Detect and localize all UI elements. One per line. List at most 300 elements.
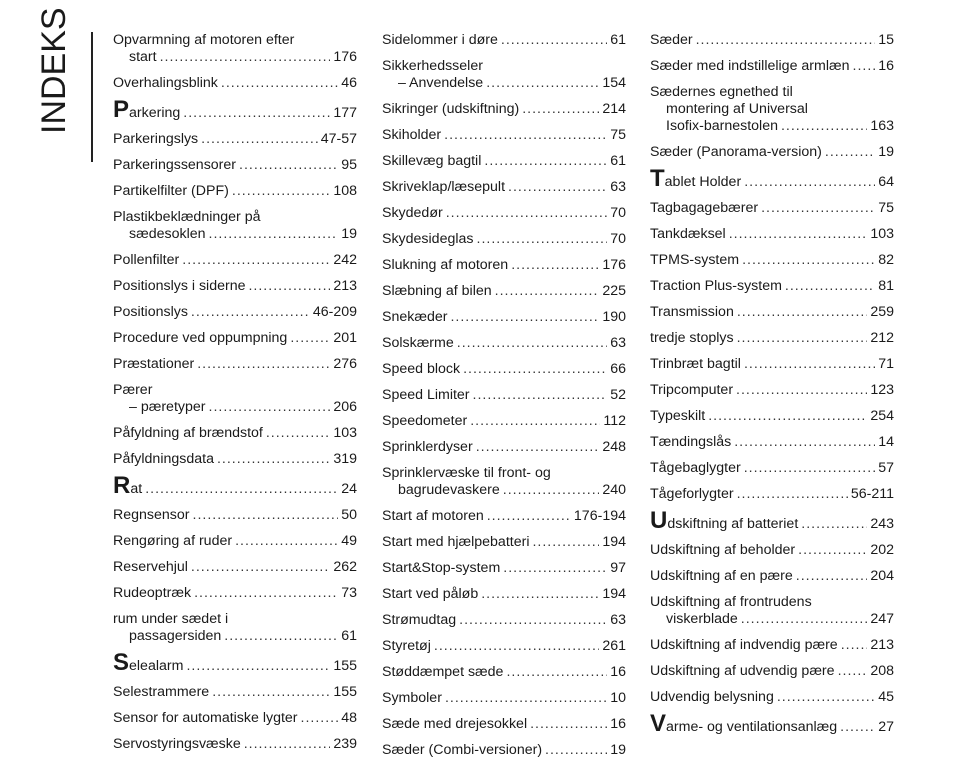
section-letter: P xyxy=(113,96,130,123)
dot-leader xyxy=(761,200,875,217)
index-entry-text: Tripcomputer xyxy=(650,382,734,398)
index-column-2 xyxy=(382,32,626,768)
index-entry-text: Positionslys i siderne xyxy=(113,278,246,294)
dot-leader xyxy=(209,226,339,243)
index-entry-row xyxy=(382,127,626,144)
dot-leader xyxy=(481,586,599,603)
index-entry xyxy=(113,559,357,576)
dot-leader xyxy=(487,508,571,525)
index-entry-text: Traction Plus-system xyxy=(650,278,782,294)
index-entry-row xyxy=(650,486,894,503)
index-entry xyxy=(650,434,894,451)
index-entry xyxy=(382,309,626,326)
index-entry-row xyxy=(382,205,626,222)
index-entry-text: Transmission xyxy=(650,304,734,320)
page-number: 190 xyxy=(602,309,626,325)
page-number: 46-209 xyxy=(312,304,357,320)
index-entry-row xyxy=(650,32,894,49)
dot-leader xyxy=(737,304,867,321)
index-entry xyxy=(650,226,894,243)
dot-leader xyxy=(734,434,875,451)
index-entry-text: Symboler xyxy=(382,690,442,706)
index-entry-text: viskerblade xyxy=(666,611,738,627)
index-entry-row xyxy=(113,451,357,468)
index-entry-line: Sikkerhedsseler xyxy=(382,58,483,74)
page-number: 247 xyxy=(870,611,894,627)
index-entry xyxy=(113,96,357,123)
index-entry-row xyxy=(650,200,894,217)
page-number: 155 xyxy=(333,658,357,674)
index-entry xyxy=(650,486,894,503)
index-entry xyxy=(382,560,626,577)
page-number: 202 xyxy=(870,542,894,558)
page-number: 50 xyxy=(341,507,357,523)
dot-leader xyxy=(736,382,867,399)
index-entry-line: rum under sædet i xyxy=(113,611,229,627)
page-number: 70 xyxy=(610,231,626,247)
dot-leader xyxy=(201,131,318,148)
index-entry-text: Positionslys xyxy=(113,304,188,320)
index-entry-row xyxy=(113,710,357,727)
dot-leader xyxy=(248,278,330,295)
index-entry-row xyxy=(382,335,626,352)
page-number: 56-211 xyxy=(850,486,894,502)
index-entry-row xyxy=(113,330,357,347)
page-number: 61 xyxy=(610,32,626,48)
page-number: 206 xyxy=(333,399,357,415)
page-number: 61 xyxy=(610,153,626,169)
index-entry xyxy=(650,382,894,399)
index-entry-text: Rengøring af ruder xyxy=(113,533,233,549)
index-entry-row xyxy=(650,226,894,243)
dot-leader xyxy=(445,690,607,707)
index-entry xyxy=(382,508,626,525)
index-entry xyxy=(382,439,626,456)
index-entry xyxy=(382,534,626,551)
index-entry xyxy=(382,465,626,499)
dot-leader xyxy=(217,451,330,468)
index-entry-row xyxy=(382,153,626,170)
dot-leader xyxy=(450,309,599,326)
index-entry-row xyxy=(650,408,894,425)
dot-leader xyxy=(741,611,868,628)
index-entry xyxy=(650,663,894,680)
index-entry xyxy=(113,330,357,347)
index-entry-text: Regnsensor xyxy=(113,507,190,523)
dot-leader xyxy=(193,507,339,524)
index-entry-text: Styretøj xyxy=(382,638,431,654)
index-entry xyxy=(113,611,357,645)
page-number: 225 xyxy=(602,283,626,299)
index-entry xyxy=(113,304,357,321)
index-entry-text: Isofix-barnestolen xyxy=(666,118,778,134)
index-entry xyxy=(650,32,894,49)
index-entry-row xyxy=(650,460,894,477)
page-number: 112 xyxy=(603,413,626,429)
page-number: 81 xyxy=(878,278,894,294)
dot-leader xyxy=(841,637,868,654)
dot-leader xyxy=(777,689,875,706)
index-entry-text: – Anvendelse xyxy=(398,75,484,91)
index-entry-row xyxy=(650,542,894,559)
index-entry xyxy=(382,387,626,404)
page-number: 155 xyxy=(333,684,357,700)
dot-leader xyxy=(503,482,600,499)
index-entry-row xyxy=(650,165,894,192)
index-entry-row xyxy=(382,257,626,274)
index-entry-text: Trinbræt bagtil xyxy=(650,356,741,372)
index-entry-row xyxy=(113,96,357,123)
index-entry xyxy=(650,252,894,269)
index-entry-row xyxy=(113,131,357,148)
page-number: 123 xyxy=(870,382,894,398)
index-entry-row xyxy=(382,387,626,404)
dot-leader xyxy=(477,231,608,248)
index-entry-row xyxy=(113,183,357,200)
index-entry xyxy=(113,183,357,200)
index-entry-text: Sæde med drejesokkel xyxy=(382,716,528,732)
page-number: 15 xyxy=(878,32,894,48)
page-number: 194 xyxy=(602,534,626,550)
page-number: 176 xyxy=(333,49,357,65)
page-number: 64 xyxy=(878,174,894,190)
index-entry xyxy=(113,425,357,442)
index-entry-row xyxy=(113,75,357,92)
dot-leader xyxy=(729,226,868,243)
index-entry-text: Partikelfilter (DPF) xyxy=(113,183,229,199)
index-entry-line: Plastikbeklædninger på xyxy=(113,209,261,225)
index-entry xyxy=(382,101,626,118)
dot-leader xyxy=(476,439,600,456)
index-entry xyxy=(650,507,894,534)
index-entry-text: Speedometer xyxy=(382,413,468,429)
dot-leader xyxy=(301,710,339,727)
index-entry-text: Snekæder xyxy=(382,309,448,325)
dot-leader xyxy=(737,330,868,347)
index-entry-text: Skydedør xyxy=(382,205,443,221)
page-number: 57 xyxy=(878,460,894,476)
index-entry-row xyxy=(113,157,357,174)
index-entry xyxy=(382,283,626,300)
dot-leader xyxy=(744,356,875,373)
index-entry-text: Sæder (Panorama-version) xyxy=(650,144,822,160)
dot-leader xyxy=(503,560,607,577)
index-entry-line: montering af Universal xyxy=(666,101,808,117)
dot-leader xyxy=(244,736,331,753)
dot-leader xyxy=(744,174,875,191)
page-number: 95 xyxy=(341,157,357,173)
dot-leader xyxy=(708,408,867,425)
section-letter: V xyxy=(650,710,667,737)
dot-leader xyxy=(446,205,608,222)
page-number: 204 xyxy=(870,568,894,584)
index-entry xyxy=(113,278,357,295)
page-number: 16 xyxy=(610,664,626,680)
index-entry xyxy=(113,585,357,602)
index-entry-text: Pollenfilter xyxy=(113,252,180,268)
page-number: 75 xyxy=(610,127,626,143)
index-entry-text: Typeskilt xyxy=(650,408,706,424)
dot-leader xyxy=(434,638,599,655)
dot-leader xyxy=(194,585,338,602)
index-entry-text: Parkeringslys xyxy=(113,131,199,147)
side-rule xyxy=(91,32,93,162)
dot-leader xyxy=(838,663,868,680)
index-entry-text: dskiftning af batteriet xyxy=(667,516,799,532)
dot-leader xyxy=(495,283,600,300)
dot-leader xyxy=(183,105,330,122)
index-entry-text: Udskiftning af indvendig pære xyxy=(650,637,838,653)
index-entry xyxy=(650,594,894,628)
index-entry-line: Sprinklervæske til front- og xyxy=(382,465,551,481)
index-entry-row xyxy=(650,507,894,534)
dot-leader xyxy=(182,252,330,269)
index-entry xyxy=(382,638,626,655)
index-entry xyxy=(113,533,357,550)
page-number: 63 xyxy=(610,612,626,628)
dot-leader xyxy=(532,534,599,551)
side-label: INDEKS xyxy=(35,7,73,134)
page-number: 47-57 xyxy=(320,131,357,147)
page-number: 49 xyxy=(341,533,357,549)
index-entry-text: Sæder xyxy=(650,32,693,48)
page-number: 239 xyxy=(333,736,357,752)
index-entry xyxy=(382,742,626,759)
page-number: 16 xyxy=(878,58,894,74)
index-entry-row xyxy=(382,716,626,733)
index-entry-text: Udvendig belysning xyxy=(650,689,774,705)
index-entry-text: sædesoklen xyxy=(129,226,206,242)
index-entry-text: Skillevæg bagtil xyxy=(382,153,482,169)
index-entry-row xyxy=(113,226,357,243)
index-entry-text: elealarm xyxy=(129,658,184,674)
index-entry xyxy=(650,356,894,373)
index-entry-text: Udskiftning af en pære xyxy=(650,568,793,584)
index-entry-text: Sprinklerdyser xyxy=(382,439,473,455)
index-entry-text: Procedure ved oppumpning xyxy=(113,330,288,346)
index-entry-row xyxy=(113,252,357,269)
page-number: 24 xyxy=(341,481,357,497)
index-entry-row xyxy=(113,399,357,416)
index-entry xyxy=(113,736,357,753)
index-entry-row xyxy=(650,356,894,373)
index-column-1 xyxy=(113,32,357,762)
page-number: 261 xyxy=(602,638,626,654)
index-entry-text: Sidelommer i døre xyxy=(382,32,498,48)
dot-leader xyxy=(840,719,875,736)
index-entry-text: Tankdæksel xyxy=(650,226,726,242)
index-entry xyxy=(650,637,894,654)
index-entry-text: Sæder (Combi-versioner) xyxy=(382,742,543,758)
index-entry-row xyxy=(650,118,894,135)
page-number: 61 xyxy=(341,628,357,644)
page-number: 213 xyxy=(870,637,894,653)
index-entry-text: Tagbagagebærer xyxy=(650,200,759,216)
dot-leader xyxy=(801,516,867,533)
index-entry xyxy=(650,542,894,559)
index-entry-row xyxy=(650,58,894,75)
dot-leader xyxy=(781,118,867,135)
index-entry-row xyxy=(650,434,894,451)
section-letter: R xyxy=(113,472,131,499)
page-number: 66 xyxy=(610,361,626,377)
index-entry xyxy=(650,278,894,295)
page-number: 176 xyxy=(602,257,626,273)
dot-leader xyxy=(798,542,867,559)
dot-leader xyxy=(160,49,331,66)
page-number: 319 xyxy=(333,451,357,467)
index-entry-row xyxy=(382,638,626,655)
index-entry-row xyxy=(382,101,626,118)
page-number: 19 xyxy=(341,226,357,242)
index-entry-text: Overhalingsblink xyxy=(113,75,218,91)
index-entry-row xyxy=(382,283,626,300)
page-number: 27 xyxy=(878,719,894,735)
index-entry-row xyxy=(113,585,357,602)
index-entry-row xyxy=(382,179,626,196)
page-number: 19 xyxy=(878,144,894,160)
index-entry-row xyxy=(650,144,894,161)
index-entry-line: Opvarmning af motoren efter xyxy=(113,32,295,48)
index-entry xyxy=(382,413,626,430)
dot-leader xyxy=(290,330,330,347)
index-entry xyxy=(382,257,626,274)
index-entry-row xyxy=(382,32,626,49)
page-number: 97 xyxy=(610,560,626,576)
dot-leader xyxy=(785,278,875,295)
dot-leader xyxy=(511,257,599,274)
index-entry xyxy=(650,710,894,737)
index-entry-text: Speed block xyxy=(382,361,461,377)
index-entry-text: passagersiden xyxy=(129,628,222,644)
index-entry-row xyxy=(113,304,357,321)
page-number: 243 xyxy=(870,516,894,532)
index-entry-row xyxy=(650,663,894,680)
page-number: 14 xyxy=(878,434,894,450)
page-number: 177 xyxy=(333,105,357,121)
index-entry-text: Servostyringsvæske xyxy=(113,736,241,752)
index-entry-text: Skydesideglas xyxy=(382,231,474,247)
index-entry-line: Sædernes egnethed til xyxy=(650,84,793,100)
index-column-3 xyxy=(650,32,894,745)
dot-leader xyxy=(522,101,599,118)
page-number: 262 xyxy=(333,559,357,575)
index-entry xyxy=(113,472,357,499)
page-number: 52 xyxy=(610,387,626,403)
index-entry-text: Start ved påløb xyxy=(382,586,479,602)
index-entry xyxy=(113,649,357,676)
index-entry-row xyxy=(382,612,626,629)
dot-leader xyxy=(232,183,330,200)
index-entry xyxy=(650,58,894,75)
index-entry-row xyxy=(650,382,894,399)
index-entry-row xyxy=(113,425,357,442)
index-entry-row xyxy=(650,689,894,706)
index-entry-row xyxy=(113,649,357,676)
index-entry-row xyxy=(113,736,357,753)
index-entry-row xyxy=(113,507,357,524)
dot-leader xyxy=(191,559,330,576)
index-entry-text: Reservehjul xyxy=(113,559,188,575)
index-entry-text: Start&Stop-system xyxy=(382,560,501,576)
index-entry-text: Tågeforlygter xyxy=(650,486,734,502)
index-entry-row xyxy=(113,278,357,295)
index-entry-row xyxy=(382,75,626,92)
page-number: 259 xyxy=(870,304,894,320)
index-entry-text: Skiholder xyxy=(382,127,442,143)
dot-leader xyxy=(197,356,330,373)
index-entry-text: Strømudtag xyxy=(382,612,457,628)
index-entry xyxy=(113,507,357,524)
page-number: 10 xyxy=(610,690,626,706)
section-letter: U xyxy=(650,507,668,534)
page-number: 70 xyxy=(610,205,626,221)
page-number: 208 xyxy=(870,663,894,679)
page-number: 213 xyxy=(333,278,357,294)
index-entry-row xyxy=(650,637,894,654)
page-number: 45 xyxy=(878,689,894,705)
index-entry-text: Tændingslås xyxy=(650,434,732,450)
index-entry xyxy=(650,304,894,321)
index-entry xyxy=(650,84,894,135)
dot-leader xyxy=(737,486,848,503)
index-entry-text: arme- og ventilationsanlæg xyxy=(666,719,838,735)
index-entry xyxy=(113,252,357,269)
index-entry xyxy=(382,586,626,603)
index-entry-text: Slukning af motoren xyxy=(382,257,509,273)
page-number: 82 xyxy=(878,252,894,268)
index-entry xyxy=(113,75,357,92)
page-number: 248 xyxy=(602,439,626,455)
index-entry xyxy=(382,58,626,92)
page-number: 48 xyxy=(341,710,357,726)
dot-leader xyxy=(191,304,310,321)
section-letter: T xyxy=(650,165,665,192)
index-entry-text: arkering xyxy=(129,105,181,121)
index-entry-row xyxy=(650,568,894,585)
index-entry-row xyxy=(650,710,894,737)
index-entry-text: tredje stoplys xyxy=(650,330,734,346)
index-entry xyxy=(113,382,357,416)
page-number: 108 xyxy=(333,183,357,199)
index-entry-text: Sæder med indstillelige armlæn xyxy=(650,58,850,74)
index-entry-row xyxy=(382,586,626,603)
index-entry-text: start xyxy=(129,49,157,65)
dot-leader xyxy=(145,481,338,498)
page-number: 46 xyxy=(341,75,357,91)
index-entry-text: Rudeoptræk xyxy=(113,585,192,601)
index-entry-row xyxy=(382,560,626,577)
dot-leader xyxy=(486,75,599,92)
index-entry-row xyxy=(382,534,626,551)
index-entry xyxy=(650,689,894,706)
page-number: 103 xyxy=(870,226,894,242)
index-entry xyxy=(113,209,357,243)
index-entry-row xyxy=(382,439,626,456)
dot-leader xyxy=(186,658,330,675)
index-entry xyxy=(382,205,626,222)
index-entry xyxy=(113,451,357,468)
index-entry-text: Skriveklap/læsepult xyxy=(382,179,506,195)
page-number: 176-194 xyxy=(573,508,626,524)
index-entry-row xyxy=(382,361,626,378)
index-entry xyxy=(650,408,894,425)
index-entry-text: Start med hjælpebatteri xyxy=(382,534,530,550)
page-number: 201 xyxy=(333,330,357,346)
index-entry-line: Pærer xyxy=(113,382,153,398)
dot-leader xyxy=(545,742,607,759)
dot-leader xyxy=(224,628,338,645)
